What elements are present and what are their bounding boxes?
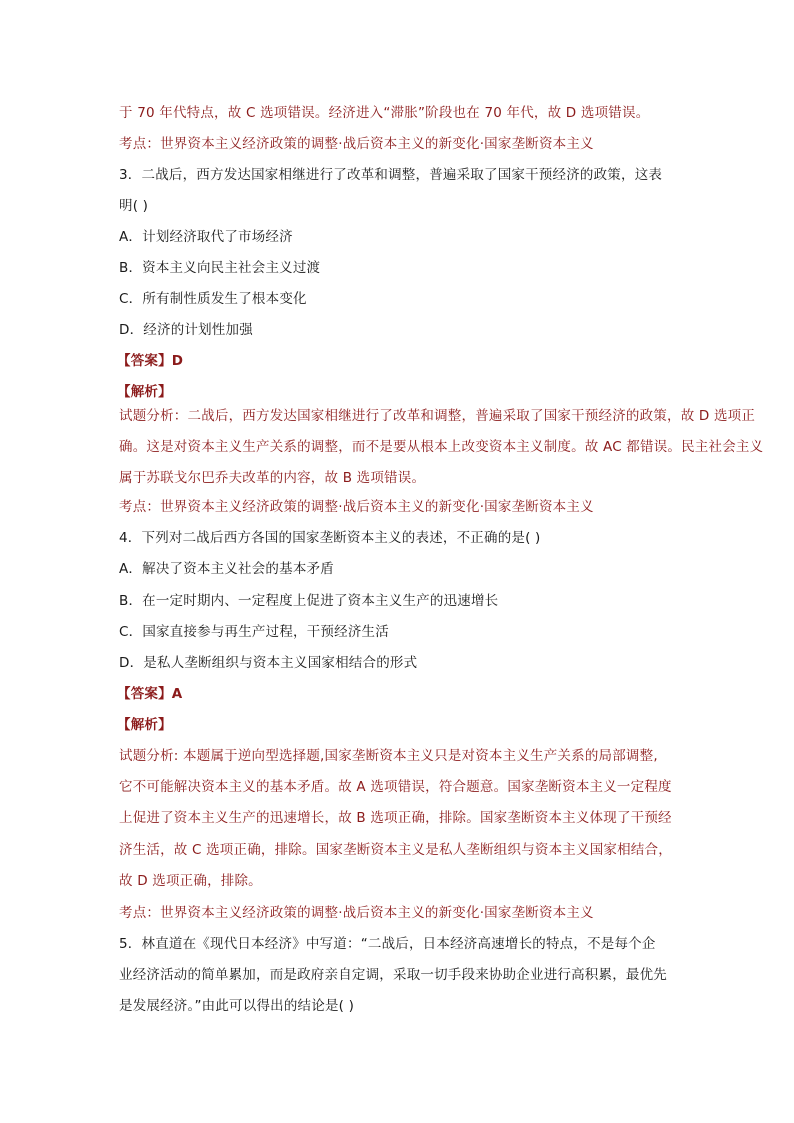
q3-option-b: B．资本主义向民主社会主义过渡	[119, 260, 321, 276]
q3-option-a: A．计划经济取代了市场经济	[119, 229, 293, 245]
q4-analysis-line4: 济生活，故 C 选项正确，排除。国家垄断资本主义是私人垄断组织与资本主义国家相结合，	[119, 842, 672, 858]
q4-analysis-line1: 试题分析: 本题属于逆向型选择题,国家垄断资本主义只是对资本主义生产关系的局部调整,	[119, 748, 658, 764]
q3-analysis-label: 【解析】	[117, 384, 172, 400]
q4-analysis-line5: 故 D 选项正确，排除。	[119, 873, 262, 889]
q3-stem-line2: 明( )	[119, 198, 149, 214]
q5-stem-line3: 是发展经济。”由此可以得出的结论是( )	[119, 998, 355, 1014]
q4-option-d: D．是私人垄断组织与资本主义国家相结合的形式	[119, 655, 418, 671]
q3-kaodian: 考点：世界资本主义经济政策的调整·战后资本主义的新变化·国家垄断资本主义	[119, 499, 594, 515]
q4-option-a: A．解决了资本主义社会的基本矛盾	[119, 561, 334, 577]
q3-option-d: D．经济的计划性加强	[119, 322, 253, 338]
q4-option-b: B．在一定时期内、一定程度上促进了资本主义生产的迅速增长	[119, 593, 499, 609]
q3-analysis-line2: 确。这是对资本主义生产关系的调整，而不是要从根本上改变资本主义制度。故 AC 都错误。民主社会主义	[119, 439, 764, 455]
q3-analysis-line3: 属于苏联戈尔巴乔夫改革的内容，故 B 选项错误。	[119, 470, 426, 486]
q4-analysis-line3: 上促进了资本主义生产的迅速增长，故 B 选项正确，排除。国家垄断资本主义体现了干预经	[119, 810, 672, 826]
q4-kaodian: 考点：世界资本主义经济政策的调整·战后资本主义的新变化·国家垄断资本主义	[119, 905, 594, 921]
prev-analysis-tail: 于 70 年代特点，故 C 选项错误。经济进入“滞胀”阶段也在 70 年代，故 D 选项错误。	[119, 105, 650, 121]
prev-kaodian: 考点：世界资本主义经济政策的调整·战后资本主义的新变化·国家垄断资本主义	[119, 136, 594, 152]
q3-answer: 【答案】D	[117, 353, 184, 369]
q4-analysis-line2: 它不可能解决资本主义的基本矛盾。故 A 选项错误，符合题意。国家垄断资本主义一定程度	[119, 779, 672, 795]
q3-analysis-line1: 试题分析：二战后，西方发达国家相继进行了改革和调整，普遍采取了国家干预经济的政策，故 D 选项正	[119, 408, 756, 424]
q4-analysis-label: 【解析】	[117, 717, 172, 733]
q4-stem: 4．下列对二战后西方各国的国家垄断资本主义的表述，不正确的是( )	[119, 530, 541, 546]
q4-option-c: C．国家直接参与再生产过程，干预经济生活	[119, 624, 389, 640]
q5-stem-line1: 5．林直道在《现代日本经济》中写道：“二战后，日本经济高速增长的特点，不是每个企	[119, 936, 656, 952]
q3-stem-line1: 3．二战后，西方发达国家相继进行了改革和调整，普遍采取了国家干预经济的政策，这表	[119, 167, 663, 183]
q4-answer: 【答案】A	[117, 686, 183, 702]
q5-stem-line2: 业经济活动的简单累加，而是政府亲自定调，采取一切手段来协助企业进行高积累，最优先	[119, 967, 667, 983]
q3-option-c: C．所有制性质发生了根本变化	[119, 291, 307, 307]
